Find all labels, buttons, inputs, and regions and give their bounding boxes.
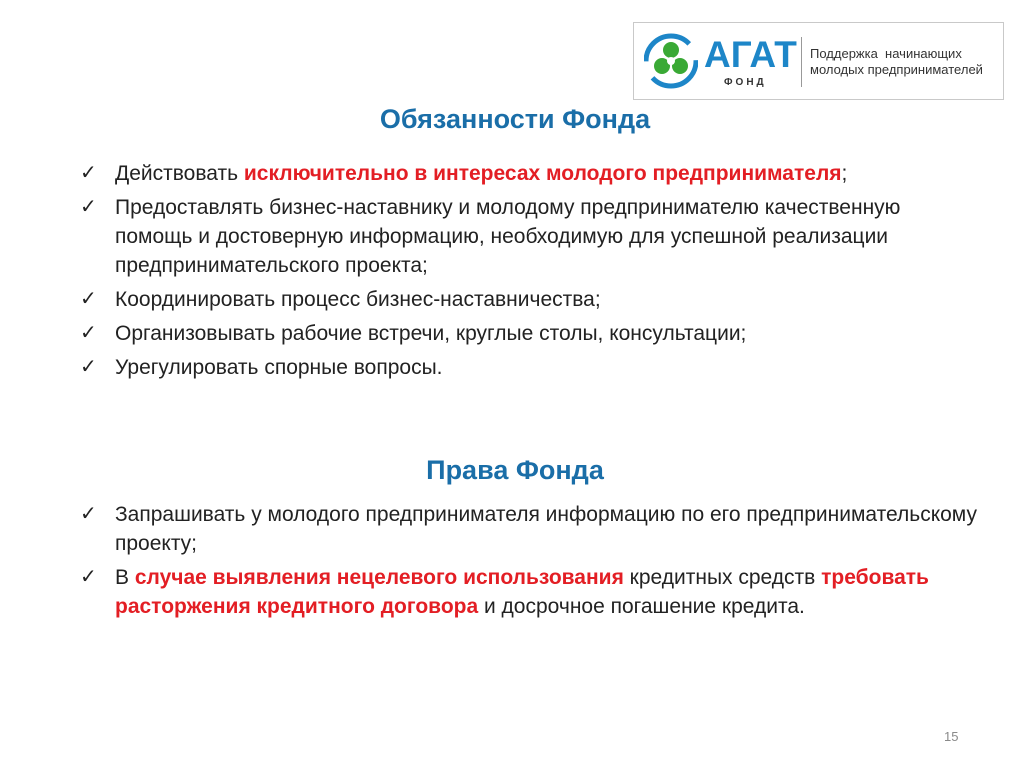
item-text: Запрашивать у молодого предпринимателя информацию по его предпринимательскому проекту; (115, 503, 977, 555)
item-text: В (115, 566, 135, 589)
logo-name: АГАТ (704, 34, 797, 75)
item-highlight: случае выявления нецелевого использования (134, 566, 624, 589)
list-item (80, 500, 980, 558)
logo-tagline (810, 46, 983, 78)
checkmark-icon: ✓ (80, 288, 97, 310)
item-text: Координировать процесс бизнес-наставничества; (115, 288, 601, 311)
item-text: Организовывать рабочие встречи, круглые столы, консультации; (115, 322, 747, 345)
checkmark-icon: ✓ (80, 356, 97, 378)
logo-divider (801, 37, 802, 87)
checkmark-icon: ✓ (80, 566, 97, 588)
duties-list (80, 159, 980, 387)
item-highlight: требовать расторжения кредитного договора (115, 566, 929, 618)
checkmark-icon: ✓ (80, 196, 97, 218)
logo-tagline-line2: молодых предпринимателей (810, 62, 983, 77)
list-item (80, 193, 980, 280)
logo-subtitle: ФОНД (724, 77, 767, 88)
item-text: Предоставлять бизнес-наставнику и молодому предпринимателю качественную помощь и достоверную информацию, необходимую для успешной реализации предпринимательского проекта; (115, 196, 901, 277)
item-highlight: исключительно в интересах молодого предпринимателя (243, 162, 842, 185)
rights-list (80, 500, 980, 626)
page-number: 15 (944, 729, 959, 744)
checkmark-icon: ✓ (80, 322, 97, 344)
section-title-rights: Права Фонда (426, 455, 604, 485)
agat-logo-icon (644, 33, 698, 89)
item-text: ; (841, 162, 848, 185)
list-item (80, 319, 980, 348)
item-text: кредитных средств (623, 566, 822, 589)
checkmark-icon: ✓ (80, 162, 97, 184)
list-item (80, 563, 980, 621)
list-item (80, 285, 980, 314)
item-text: Действовать (115, 162, 244, 185)
item-text: Урегулировать спорные вопросы. (115, 356, 443, 379)
checkmark-icon: ✓ (80, 503, 97, 525)
section-title-duties: Обязанности Фонда (379, 104, 651, 134)
item-text: и досрочное погашение кредита. (478, 595, 805, 618)
list-item (80, 159, 980, 188)
logo-tagline-line1: Поддержка начинающих (810, 46, 962, 61)
list-item (80, 353, 980, 382)
fund-logo (633, 22, 1004, 100)
